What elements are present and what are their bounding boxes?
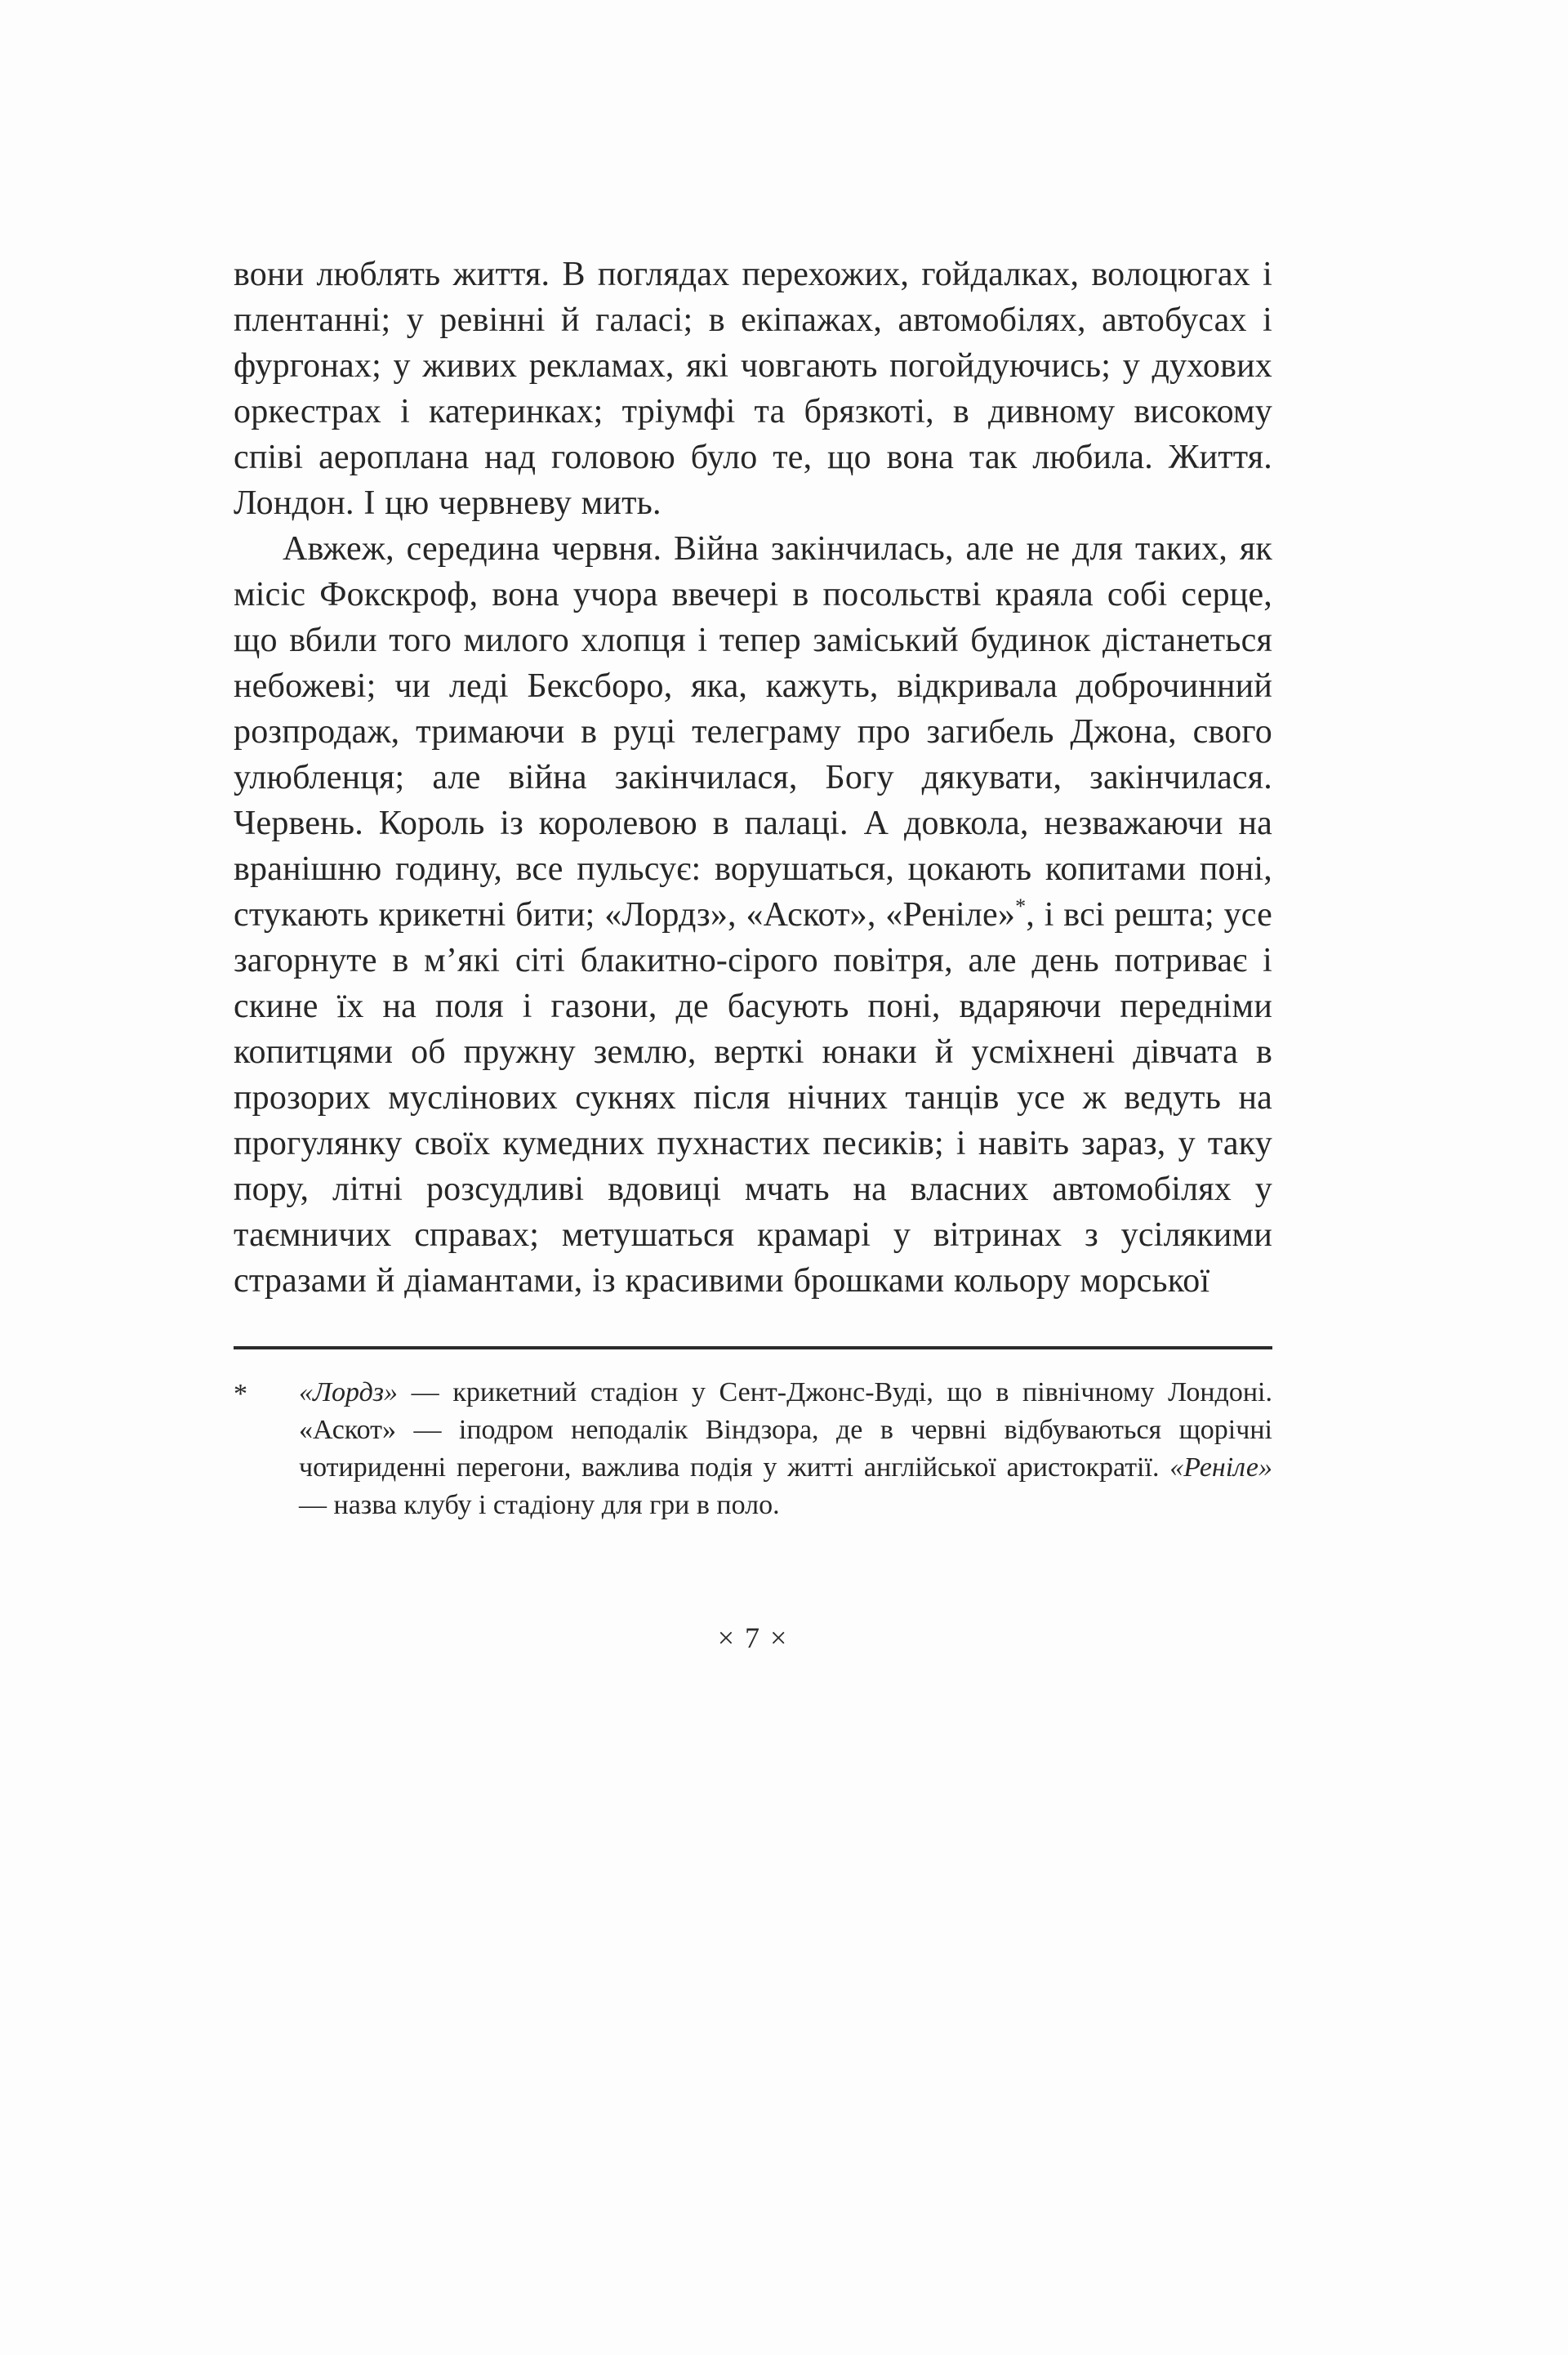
text-block xyxy=(234,252,1272,1655)
footnote-marker: * xyxy=(234,1379,247,1409)
footnote-term-lords: «Лордз» xyxy=(299,1377,399,1407)
footnote-text xyxy=(299,1374,1272,1524)
footnote-divider xyxy=(234,1346,1272,1349)
footnote-term-ranelagh: «Реніле» xyxy=(1169,1452,1272,1483)
footnote-body-text: — крикетний стадіон у Сент-Джонс-Вуді, що в північному Лондоні. «Аскот» — іподром неподалік Віндзора, де в червні відбуваються щорічні чотириденні перегони, важлива подія у житті англійської аристократії. xyxy=(299,1377,1272,1483)
paragraph-continuation xyxy=(234,252,1272,526)
footnote xyxy=(234,1374,1272,1524)
page-number: × 7 × xyxy=(717,1621,789,1654)
paragraph-text: Авжеж, середина червня. Війна закінчилась, але не для таких, як місіс Фокскроф, вона учора ввечері в посольстві краяла собі серце, що вбили того милого хлопця і тепер заміський будинок дістанеться небожеві; чи леді Бексборо, яка, кажуть, відкривала доброчинний розпродаж, тримаючи в руці телеграму про загибель Джона, свого улюбленця; але війна закінчилася, Богу дякувати, закінчилася. Червень. Король із королевою в палаці. А довкола, незважаючи на вранішню годину, все пульсує: ворушаться, цокають копитами поні, стукають крикетні бити; «Лордз», «Аскот», «Реніле» xyxy=(234,530,1272,934)
footnote-body-text: — назва клубу і стадіону для гри в поло. xyxy=(299,1490,780,1520)
paragraph-main xyxy=(234,526,1272,1304)
paragraph-text: вони люблять життя. В поглядах перехожих, гойдалках, волоцюгах і плентанні; у ревінні й галасі; в екіпажах, автомобілях, автобусах і фургонах; у живих рекламах, які човгають погойдуючись; у духових оркестрах і катеринках; тріумфі та брязкоті, в дивному високому співі аероплана над головою було те, що вона так любила. Життя. Лондон. І цю червневу мить. xyxy=(234,256,1272,522)
paragraph-text: , і всі решта; усе загорнуте в м’які сіті блакитно-сірого повітря, але день потриває і скине їх на поля і газони, де басують поні, вдаряючи передніми копитцями об пружну землю, верткі юнаки й усміхнені дівчата в прозорих муслінових сукнях після нічних танців усе ж ведуть на прогулянку своїх кумедних пухнастих песиків; і навіть зараз, у таку пору, літні розсудливі вдовиці мчать на власних автомобілях у таємничих справах; метушаться крамарі у вітринах з усілякими стразами й діамантами, із красивими брошками кольору морської xyxy=(234,896,1273,1300)
footnote-reference-asterisk: * xyxy=(1015,894,1027,918)
